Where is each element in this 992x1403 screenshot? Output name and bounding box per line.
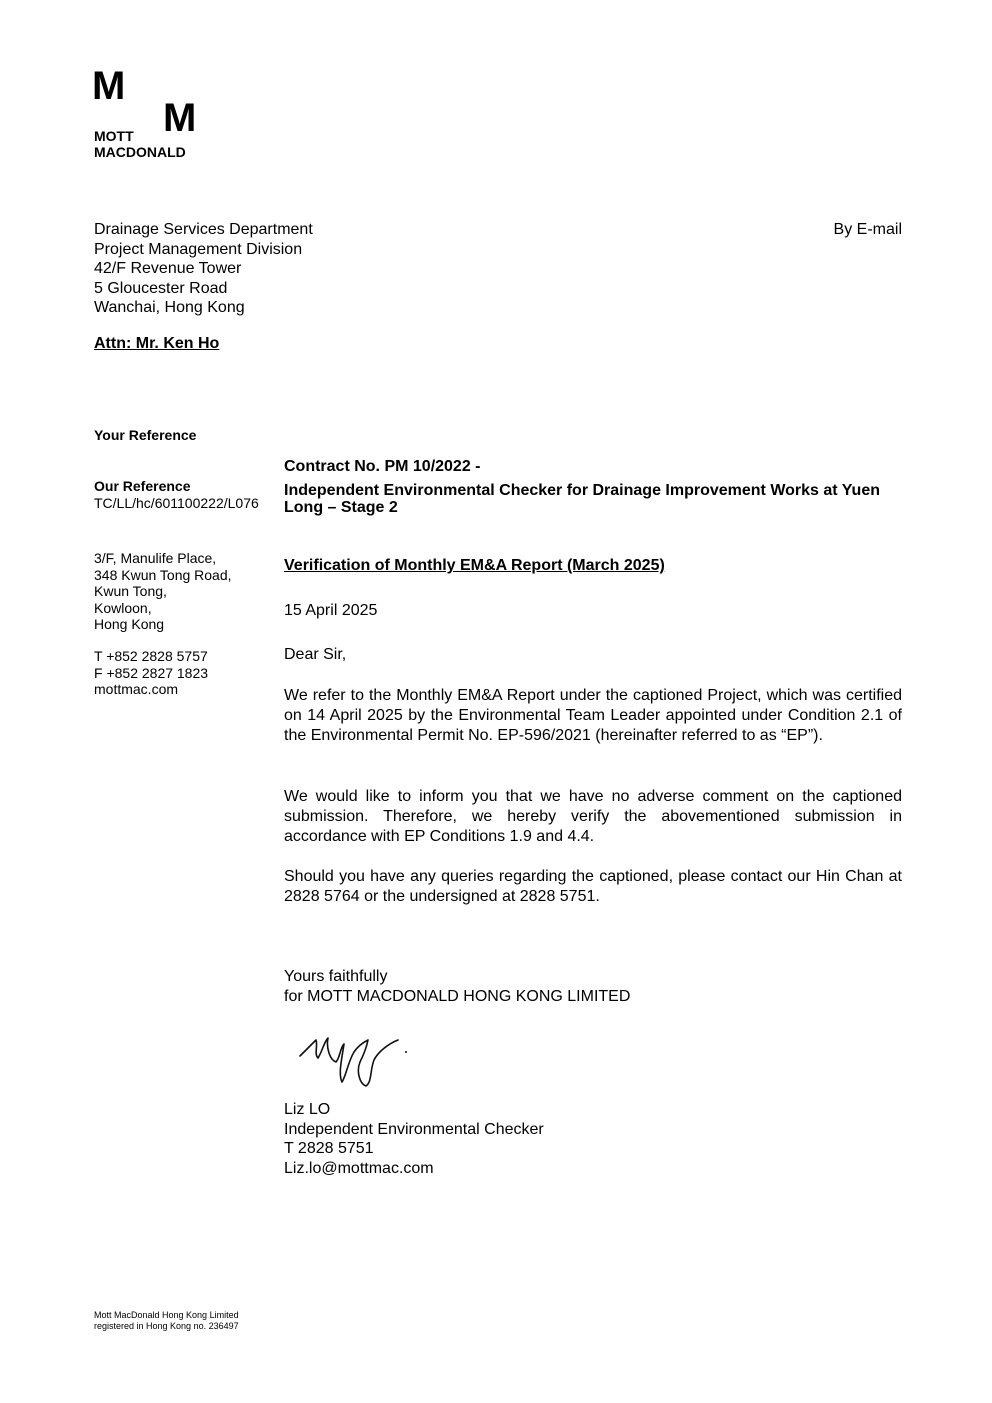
recipient-line: Project Management Division xyxy=(94,240,303,258)
salutation: Dear Sir, xyxy=(284,646,347,663)
closing-company: for MOTT MACDONALD HONG KONG LIMITED xyxy=(284,988,631,1005)
letter-subject: Verification of Monthly EM&A Report (March 2025) xyxy=(284,557,665,574)
logo-letter-m-top: M xyxy=(92,64,125,108)
recipient-line: Drainage Services Department xyxy=(94,221,313,238)
delivery-method: By E-mail xyxy=(833,221,902,238)
office-line: 3/F, Manulife Place, xyxy=(94,550,217,566)
your-reference-label: Your Reference xyxy=(94,427,197,443)
our-reference-label: Our Reference xyxy=(94,478,191,494)
logo-letter-m-bottom: M xyxy=(163,96,196,140)
signer-block xyxy=(284,1100,902,1178)
signer-name: Liz LO xyxy=(284,1101,331,1118)
footer-company: Mott MacDonald Hong Kong Limited xyxy=(94,1310,239,1320)
contract-heading xyxy=(284,458,902,516)
footer-registration: registered in Hong Kong no. 236497 xyxy=(94,1321,239,1331)
office-fax: F +852 2827 1823 xyxy=(94,664,209,681)
signer-title: Independent Environmental Checker xyxy=(284,1120,544,1138)
page-footer xyxy=(94,1310,239,1332)
office-contact xyxy=(94,648,208,698)
office-address xyxy=(94,550,232,633)
office-website: mottmac.com xyxy=(94,681,179,697)
body-paragraph-3: Should you have any queries regarding the captioned, please contact our Hin Chan at 2828 5764 or the undersigned at 2828 5751. xyxy=(284,868,902,905)
signer-email: Liz.lo@mottmac.com xyxy=(284,1159,434,1177)
office-line: Kwun Tong, xyxy=(94,583,167,599)
handwritten-signature xyxy=(296,1032,416,1094)
office-line: 348 Kwun Tong Road, xyxy=(94,566,232,583)
body-paragraph-1: We refer to the Monthly EM&A Report under the captioned Project, which was certified on 14 April 2025 by the Environmental Team Leader appointed under Condition 2.1 of the Environmental Permit No. EP-596/2021 (hereinafter referred to as “EP”). xyxy=(284,687,902,744)
our-reference-value: TC/LL/hc/601100222/L076 xyxy=(94,495,259,511)
logo-line-2: MACDONALD xyxy=(94,144,186,160)
recipient-line: 5 Gloucester Road xyxy=(94,279,228,297)
closing-block xyxy=(284,967,902,1007)
office-phone: T +852 2828 5757 xyxy=(94,648,208,664)
contract-number: Contract No. PM 10/2022 - xyxy=(284,458,481,475)
body-paragraph-2: We would like to inform you that we have no adverse comment on the captioned submission. Therefore, we hereby verify the abovementioned submission in accordance with EP Conditions 1.9 and 4.4. xyxy=(284,788,902,845)
closing-phrase: Yours faithfully xyxy=(284,968,388,985)
office-line: Hong Kong xyxy=(94,616,165,632)
recipient-address xyxy=(94,220,313,318)
letter-date: 15 April 2025 xyxy=(284,602,378,619)
recipient-line: 42/F Revenue Tower xyxy=(94,260,242,277)
office-line: Kowloon, xyxy=(94,599,152,616)
signer-phone: T 2828 5751 xyxy=(284,1140,374,1157)
contract-title: Independent Environmental Checker for Drainage Improvement Works at Yuen Long – Stage 2 xyxy=(284,482,880,516)
recipient-line: Wanchai, Hong Kong xyxy=(94,299,245,316)
company-logo-text xyxy=(94,128,186,160)
logo-line-1: MOTT xyxy=(94,128,134,144)
attention-line: Attn: Mr. Ken Ho xyxy=(94,335,220,352)
